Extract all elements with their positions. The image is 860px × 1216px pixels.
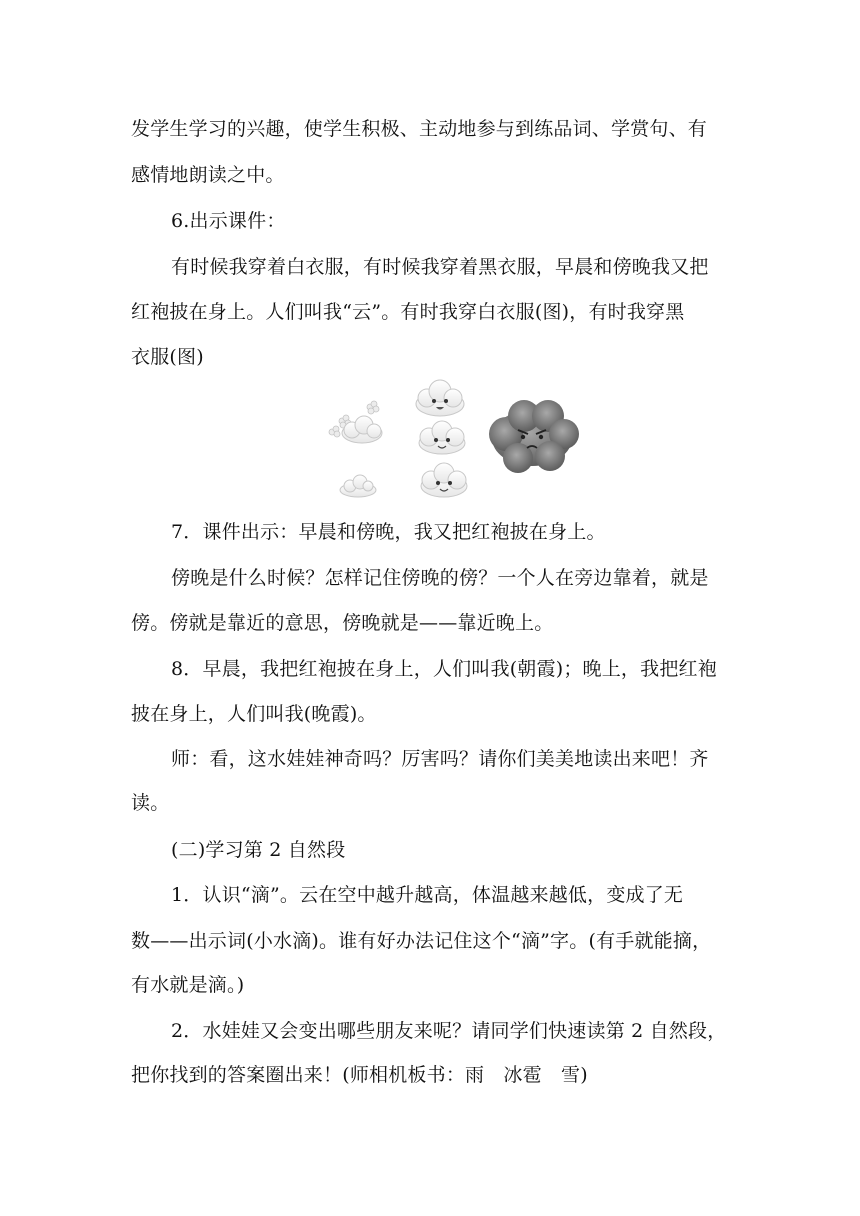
text-line: 把你找到的答案圈出来！(师相机板书：雨 冰雹 雪) (131, 1064, 588, 1086)
text-line: 红袍披在身上。人们叫我“云”。有时我穿白衣服(图)，有时我穿黑 (131, 301, 685, 323)
text-line: 衣服(图) (131, 346, 204, 368)
text-line: 傍。傍就是靠近的意思，傍晚就是——靠近晚上。 (131, 612, 554, 634)
text-line: 发学生学习的兴趣，使学生积极、主动地参与到练品词、学赏句、有 (131, 118, 708, 140)
text-line: 师：看，这水娃娃神奇吗？厉害吗？请你们美美地读出来吧！齐 (171, 748, 709, 770)
text-line: 有水就是滴。) (131, 974, 245, 996)
cloud-illustration (318, 376, 580, 504)
cloud-angry-icon (489, 400, 579, 473)
cloud-smile-icon (416, 380, 464, 416)
text-line: 6.出示课件： (171, 210, 286, 232)
text-line: 读。 (131, 792, 170, 814)
text-line: 傍晚是什么时候？怎样记住傍晚的傍？一个人在旁边靠着，就是 (171, 567, 709, 589)
cloud-small-icon (340, 475, 376, 497)
text-line: 8．早晨，我把红袍披在身上，人们叫我(朝霞)；晚上，我把红袍 (171, 658, 717, 680)
cloud-smile-icon (421, 463, 467, 497)
text-line: 2．水娃娃又会变出哪些朋友来呢？请同学们快速读第 2 自然段， (171, 1020, 727, 1042)
text-line: 有时候我穿着白衣服，有时候我穿着黑衣服，早晨和傍晚我又把 (171, 256, 709, 278)
cloud-smile-icon (419, 421, 465, 454)
text-line: 7．课件出示：早晨和傍晚，我又把红袍披在身上。 (171, 521, 606, 543)
text-line: 1．认识“滴”。云在空中越升越高，体温越来越低，变成了无 (171, 884, 684, 906)
section-heading: (二)学习第 2 自然段 (171, 839, 346, 861)
text-line: 披在身上，人们叫我(晚霞)。 (131, 703, 377, 725)
text-line: 感情地朗读之中。 (131, 164, 285, 186)
text-line: 数——出示词(小水滴)。谁有好办法记住这个“滴”字。(有手就能摘， (131, 930, 712, 952)
